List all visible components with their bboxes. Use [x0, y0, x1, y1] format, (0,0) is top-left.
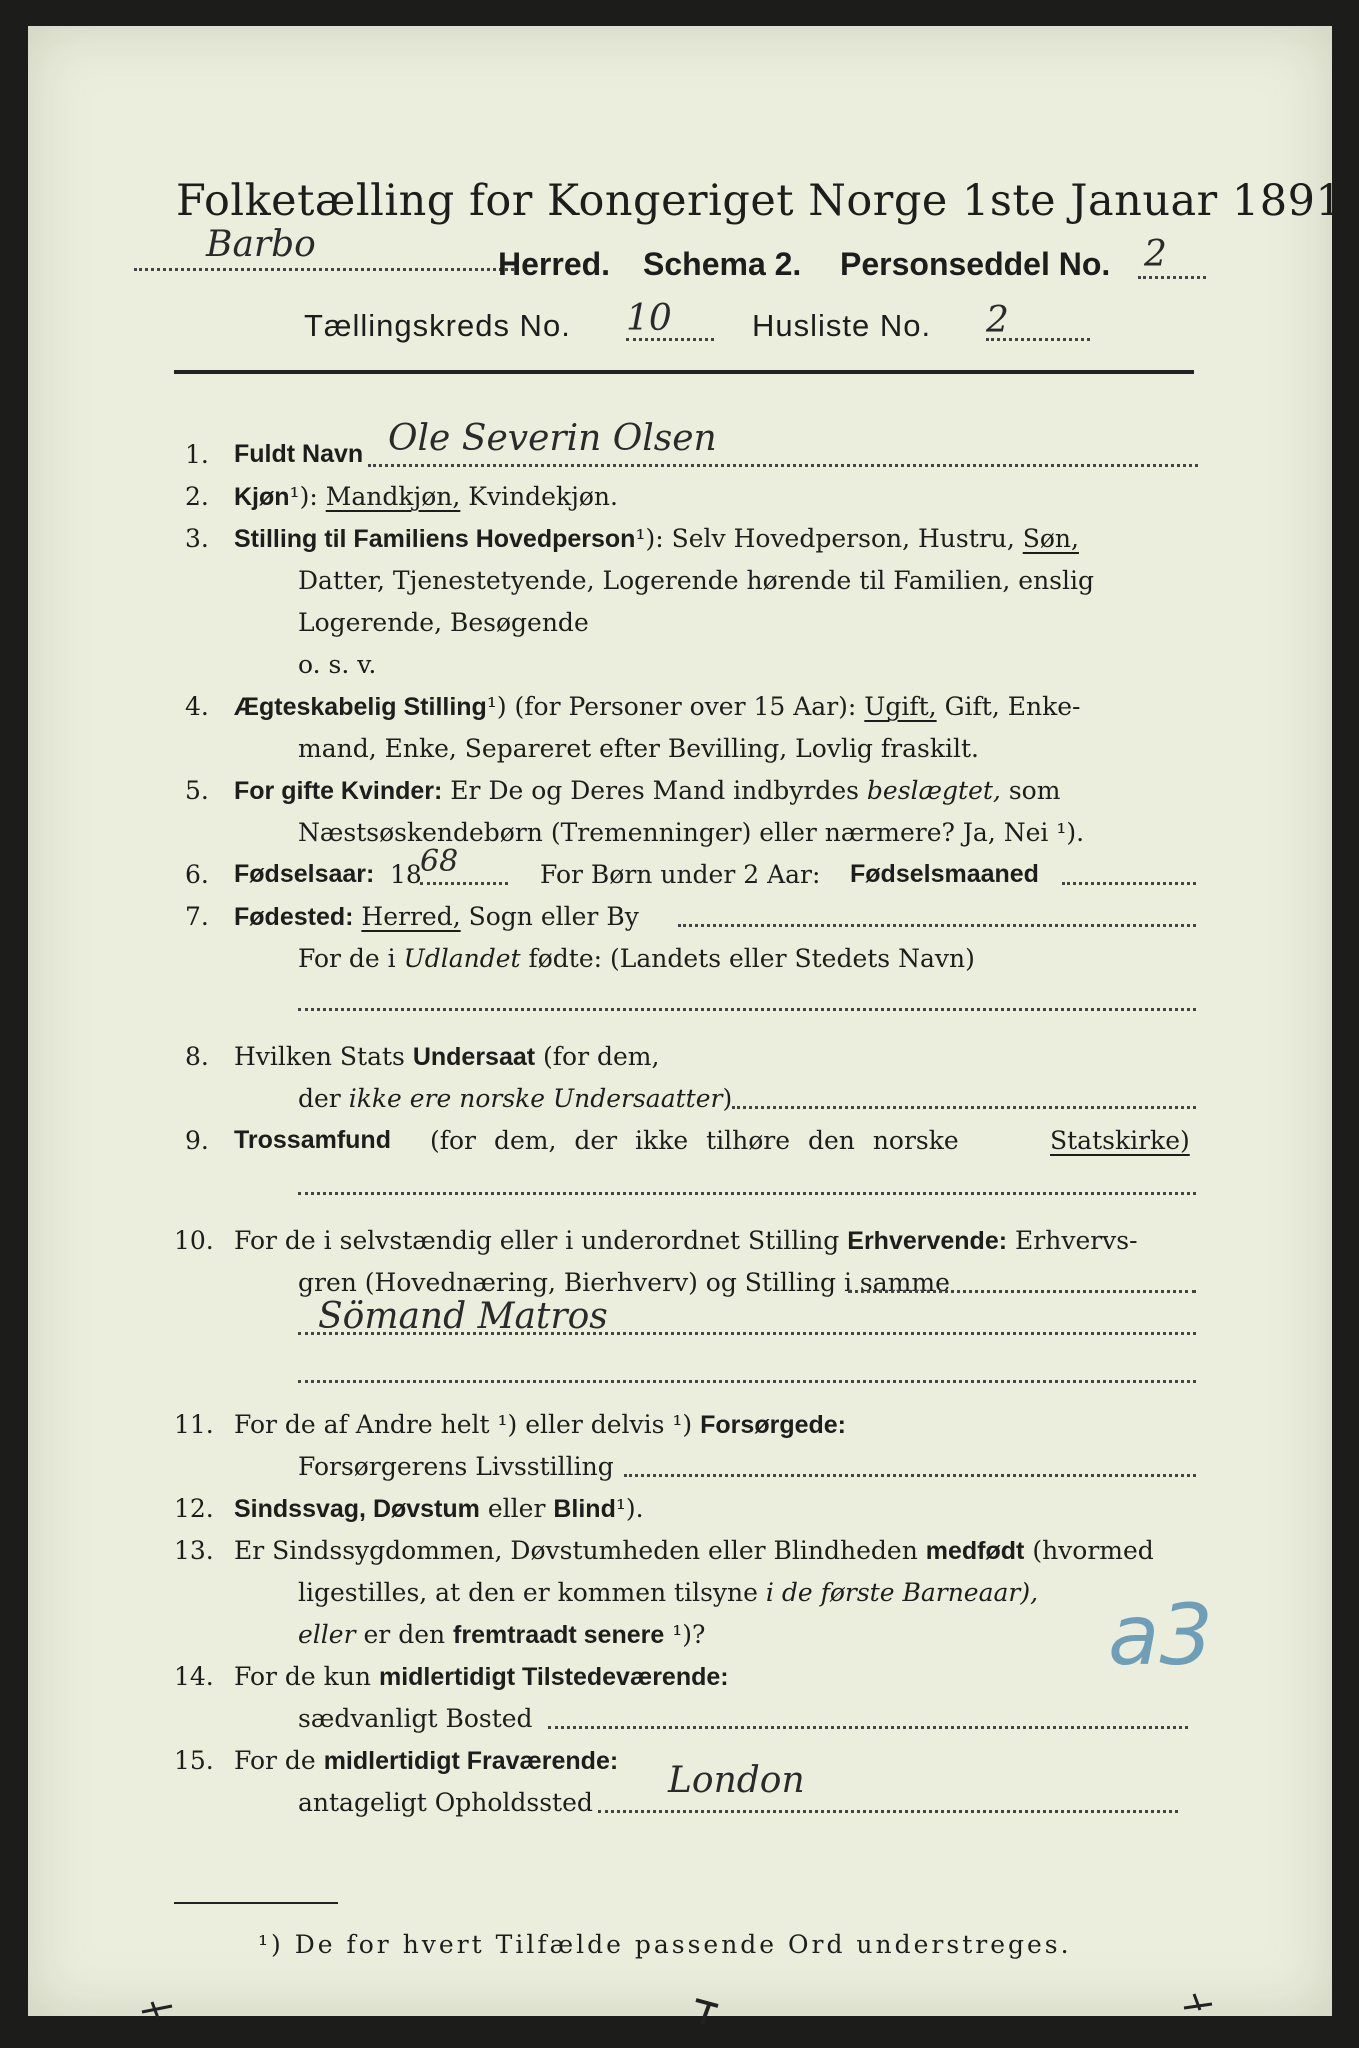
q3-line2: Datter, Tjenestetyende, Logerende hørende til Familien, enslig: [298, 566, 1095, 595]
q2-option-mandkjon: Mandkjøn,: [325, 482, 461, 511]
q4-label: Ægteskabelig Stilling: [234, 693, 487, 721]
q6-year-prefix: 18: [390, 860, 422, 889]
q7-dotline2: [298, 1008, 1196, 1011]
husliste-label: Husliste No.: [752, 308, 932, 343]
q5-label: For gifte Kvinder:: [234, 777, 443, 805]
q3-label: Stilling til Familiens Hovedperson: [234, 525, 636, 553]
personseddel-dotline: [1138, 276, 1206, 279]
q12-line: Sindssvag, Døvstum eller Blind¹).: [234, 1494, 644, 1523]
q9-dotline: [298, 1192, 1196, 1195]
q2-number: 2.: [185, 482, 209, 511]
census-form-sheet: [28, 26, 1358, 2016]
q11-number: 11.: [174, 1410, 214, 1439]
q11-line2: Forsørgerens Livsstilling: [298, 1452, 614, 1481]
q10-line1: For de i selvstændig eller i underordnet Stilling Erhvervende: Erhvervs-: [234, 1226, 1138, 1255]
q6-month-dotline: [1062, 882, 1196, 885]
q12-label2: Blind: [553, 1495, 616, 1523]
pencil-annotation: a3: [1108, 1586, 1213, 1684]
q3-line1: Stilling til Familiens Hovedperson¹): Selv Hovedperson, Hustru, Søn,: [234, 524, 1079, 553]
q2-label: Kjøn: [234, 483, 290, 511]
schema-label: Schema 2.: [643, 246, 802, 282]
ink-mark-center: [688, 1992, 728, 2028]
q9-number: 9.: [185, 1126, 209, 1155]
q13-line1: Er Sindssygdommen, Døvstumheden eller Blindheden medfødt (hvormed: [234, 1536, 1154, 1565]
q2-line: Kjøn¹): Mandkjøn, Kvindekjøn.: [234, 482, 618, 511]
q5-line1: For gifte Kvinder: Er De og Deres Mand indbyrdes beslægtet, som: [234, 776, 1061, 805]
q12-label: Sindssvag, Døvstum: [234, 1495, 480, 1523]
header-rule: [174, 370, 1194, 374]
personseddel-value: 2: [1144, 234, 1167, 275]
q8-label: Undersaat: [412, 1043, 536, 1071]
herred-label: Herred.: [498, 246, 611, 282]
q13-line2: ligestilles, at den er kommen tilsyne i de første Barneaar),: [298, 1578, 1039, 1607]
q11-line1: For de af Andre helt ¹) eller delvis ¹) Forsørgede:: [234, 1410, 846, 1439]
q6-label2: Fødselsmaaned: [850, 860, 1039, 888]
q9-line1: (for dem, der ikke tilhøre den norske: [430, 1126, 959, 1155]
q3-number: 3.: [185, 524, 209, 553]
q10-label: Erhvervende:: [847, 1227, 1008, 1255]
q9-label: Trossamfund: [234, 1126, 391, 1154]
q13-number: 13.: [174, 1536, 214, 1565]
husliste-dotline: [986, 338, 1090, 341]
q1-number: 1.: [185, 440, 209, 469]
q4-line2: mand, Enke, Separeret efter Bevilling, Lovlig fraskilt.: [298, 734, 979, 763]
q14-dotline: [548, 1726, 1188, 1729]
q6-mid: For Børn under 2 Aar:: [540, 860, 821, 889]
q10-dotline: [848, 1290, 1196, 1293]
q4-number: 4.: [185, 692, 209, 721]
q7-option-herred: Herred,: [361, 902, 461, 931]
kreds-value: 10: [626, 298, 672, 339]
q3-line4: o. s. v.: [298, 650, 377, 679]
q4-option-ugift: Ugift,: [864, 692, 937, 721]
q7-number: 7.: [185, 902, 209, 931]
q9-option-statskirke: Statskirke): [1050, 1126, 1190, 1155]
q10-line2: gren (Hovednæring, Bierhverv) og Stilling i samme: [298, 1268, 950, 1297]
q13-line3: eller er den fremtraadt senere ¹)?: [298, 1620, 706, 1649]
ink-mark-left: [138, 1994, 178, 2024]
q7-line1: Fødested: Herred, Sogn eller By: [234, 902, 639, 931]
q10-dotline3: [298, 1380, 1196, 1383]
q10-answer: Sömand Matros: [318, 1296, 608, 1337]
q12-number: 12.: [174, 1494, 214, 1523]
q4-line1: Ægteskabelig Stilling¹) (for Personer over 15 Aar): Ugift, Gift, Enke-: [234, 692, 1081, 721]
q11-label: Forsørgede:: [700, 1411, 846, 1439]
q1-dotline: [368, 464, 1198, 467]
q3-option-son: Søn,: [1022, 524, 1079, 553]
q1-label: Fuldt Navn: [234, 440, 364, 468]
q6-year-value: 68: [420, 844, 459, 879]
q15-label: midlertidigt Fraværende:: [323, 1747, 619, 1775]
q15-dotline: [598, 1810, 1178, 1813]
footnote: ¹) De for hvert Tilfælde passende Ord understreges.: [258, 1930, 1072, 1959]
q8-dotline: [732, 1106, 1196, 1109]
footnote-rule: [174, 1902, 338, 1904]
q7-label: Fødested:: [234, 903, 354, 931]
herred-dotline: [134, 268, 514, 271]
q14-line2: sædvanligt Bosted: [298, 1704, 533, 1733]
q7-dotline: [678, 924, 1196, 927]
q8-line1: Hvilken Stats Undersaat (for dem,: [234, 1042, 660, 1071]
ink-mark-right: [1178, 1988, 1218, 2018]
kreds-dotline: [626, 338, 714, 341]
kreds-label: Tællingskreds No.: [304, 308, 571, 343]
q6-number: 6.: [185, 860, 209, 889]
q6-year-dotline: [420, 882, 508, 885]
q2-option-kvindekjon: Kvindekjøn.: [468, 482, 618, 511]
herred-value: Barbo: [206, 224, 316, 265]
q10-number: 10.: [174, 1226, 214, 1255]
q14-number: 14.: [174, 1662, 214, 1691]
husliste-value: 2: [986, 300, 1009, 341]
q15-line2: antageligt Opholdssted: [298, 1788, 593, 1817]
q8-line2: der ikke ere norske Undersaatter): [298, 1084, 733, 1113]
q15-answer: London: [668, 1760, 805, 1801]
form-title: Folketælling for Kongeriget Norge 1ste Januar 1891.: [176, 176, 1358, 226]
personseddel-label: Personseddel No.: [840, 246, 1111, 282]
q11-dotline: [624, 1474, 1196, 1477]
q5-number: 5.: [185, 776, 209, 805]
q13-label2: fremtraadt senere: [453, 1621, 665, 1649]
q6-label: Fødselsaar:: [234, 860, 375, 888]
q5-line2: Næstsøskendebørn (Tremenninger) eller nærmere? Ja, Nei ¹).: [298, 818, 1085, 847]
q15-line1: For de midlertidigt Fraværende:: [234, 1746, 619, 1775]
q3-line3: Logerende, Besøgende: [298, 608, 589, 637]
q1-answer: Ole Severin Olsen: [388, 418, 717, 459]
q8-number: 8.: [185, 1042, 209, 1071]
q13-label: medfødt: [925, 1537, 1025, 1565]
q7-line2: For de i Udlandet fødte: (Landets eller Stedets Navn): [298, 944, 975, 973]
q14-line1: For de kun midlertidigt Tilstedeværende:: [234, 1662, 729, 1691]
q14-label: midlertidigt Tilstedeværende:: [378, 1663, 729, 1691]
q15-number: 15.: [174, 1746, 214, 1775]
